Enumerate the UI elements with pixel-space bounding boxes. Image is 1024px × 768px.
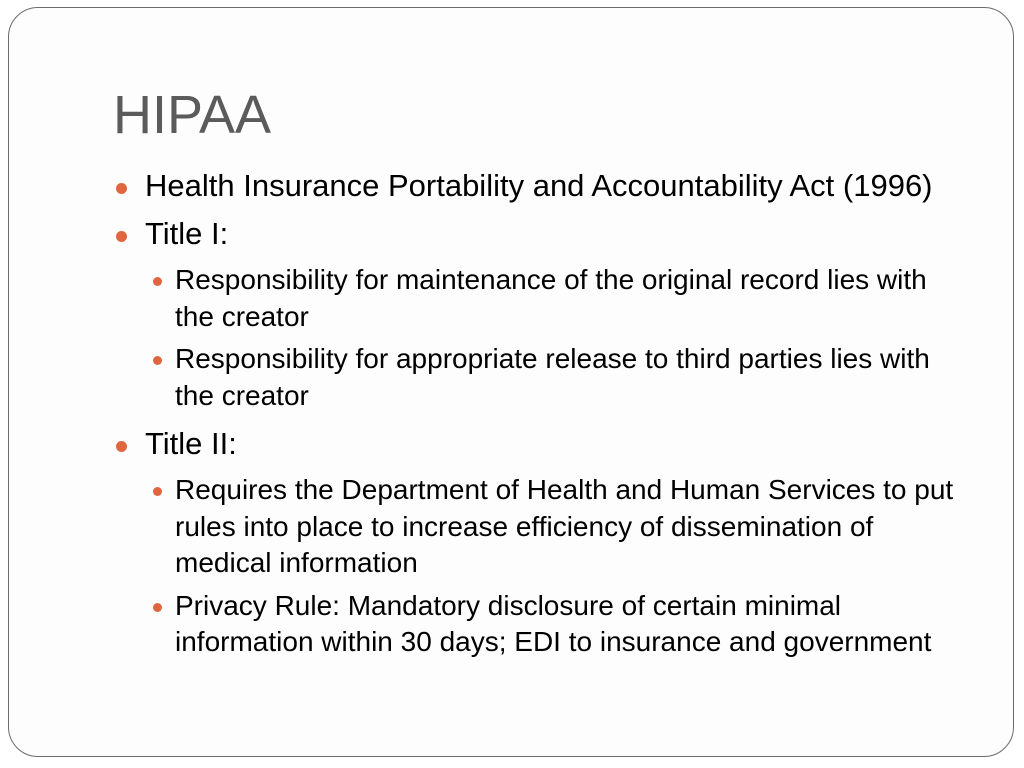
bullet-text: Title II:: [145, 426, 237, 461]
bullet-text: Health Insurance Portability and Accountability Act (1996): [145, 168, 933, 203]
bullet-dot-icon: [116, 441, 127, 452]
bullet-item-hipaa-act: [113, 166, 973, 206]
sub-bullet-dot-icon: [153, 487, 162, 496]
sub-bullet-text: Requires the Department of Health and Human Services to put rules into place to increase efficiency of dissemination of medical information: [175, 474, 954, 578]
bullet-dot-icon: [116, 183, 127, 194]
bullet-dot-icon: [116, 231, 127, 242]
sub-bullet-item: [113, 588, 973, 661]
bullet-list: [113, 166, 973, 667]
sub-bullet-item: [113, 472, 973, 582]
sub-bullet-item: [113, 262, 973, 335]
sub-bullet-dot-icon: [153, 603, 162, 612]
slide-title: HIPAA: [113, 85, 272, 145]
bullet-item-title-2: [113, 424, 973, 464]
sub-bullet-text: Privacy Rule: Mandatory disclosure of certain minimal information within 30 days; EDI to insurance and government: [175, 589, 932, 657]
sub-bullet-item: [113, 341, 973, 414]
sub-bullet-text: Responsibility for maintenance of the original record lies with the creator: [175, 264, 927, 332]
bullet-text: Title I:: [145, 216, 229, 251]
sub-bullet-text: Responsibility for appropriate release to third parties lies with the creator: [175, 343, 930, 411]
sub-bullet-dot-icon: [153, 356, 162, 365]
sub-bullet-dot-icon: [153, 277, 162, 286]
bullet-item-title-1: [113, 214, 973, 254]
